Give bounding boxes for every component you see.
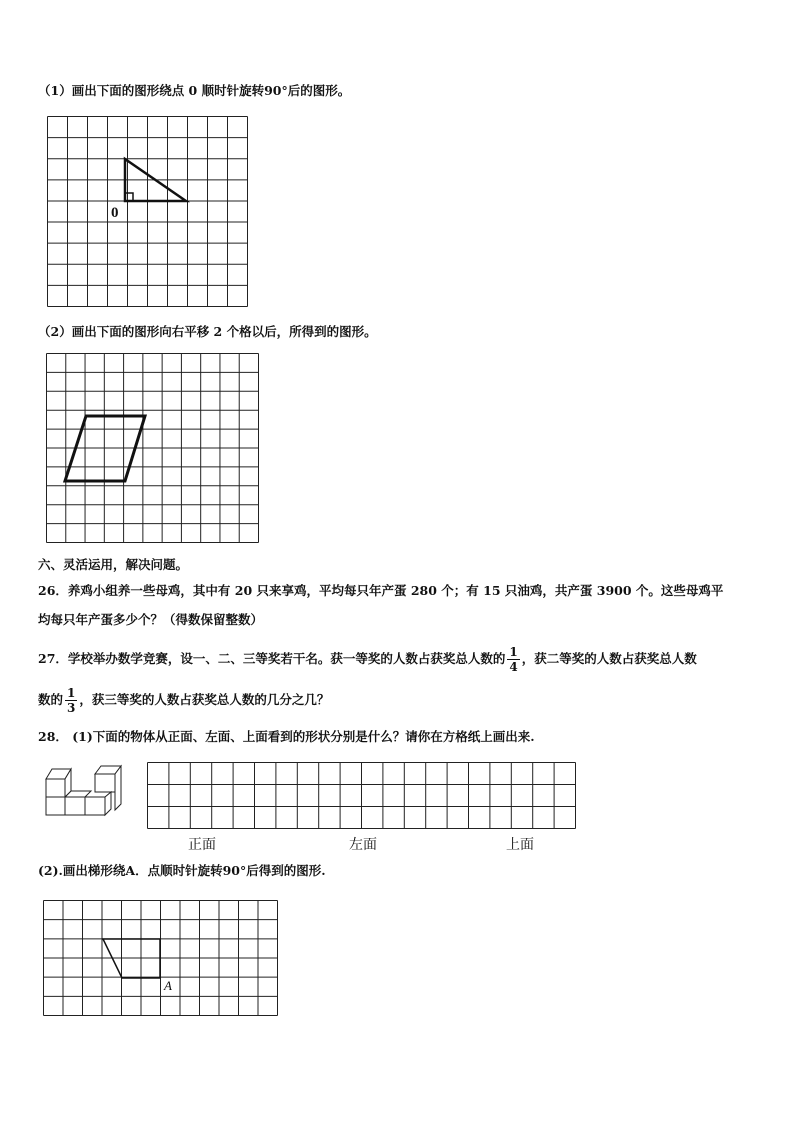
q2-instruction: （2）画出下面的图形向右平移 2 个格以后，所得到的图形。: [38, 324, 377, 339]
q27-line-2: [38, 683, 329, 717]
q2-grid-figure: [46, 353, 260, 544]
q26-line-1: 26．养鸡小组养一些母鸡，其中有 20 只来享鸡，平均每只年产蛋 280 个；有 15 只油鸡，共产蛋 3900 个。这些母鸡平: [38, 583, 724, 598]
label-left-view: 左面: [349, 837, 377, 853]
three-view-grid: [147, 762, 577, 830]
q1-grid-figure: [47, 116, 249, 308]
label-top-view: 上面: [506, 837, 534, 853]
fraction-one-third: $\frac{1}{3}$: [67, 686, 76, 715]
fraction-one-quarter: $\frac{1}{4}$: [509, 645, 518, 674]
q28-trapezoid-grid: [43, 900, 279, 1017]
section-heading: 六、灵活运用，解决问题。: [38, 557, 189, 572]
label-front-view: 正面: [188, 837, 216, 853]
q27-text-a: 27．学校举办数学竞赛，设一、二、三等奖若干名。获一等奖的人数占获奖总人数的: [38, 651, 506, 666]
q26-line-2: 均每只年产蛋多少个？（得数保留整数）: [38, 612, 264, 627]
q1-instruction: （1）画出下面的图形绕点 0 顺时针旋转90°后的图形。: [38, 83, 351, 98]
cube-stack-figure: [44, 764, 124, 818]
q28-instruction: 28． (1)下面的物体从正面、左面、上面看到的形状分别是什么？请你在方格纸上画出来.: [38, 729, 535, 744]
q27-text-d: ，获三等奖的人数占获奖总人数的几分之几？: [79, 692, 330, 707]
q27-line-1: [38, 642, 697, 676]
q27-text-c: 数的: [38, 692, 64, 707]
q27-text-b: ，获二等奖的人数占获奖总人数: [521, 651, 697, 666]
q28-part2-instruction: (2).画出梯形绕A．点顺时针旋转90°后得到的图形.: [38, 863, 326, 878]
rotation-point-label: 0: [111, 205, 119, 221]
trapezoid-point-label: A: [164, 978, 172, 993]
